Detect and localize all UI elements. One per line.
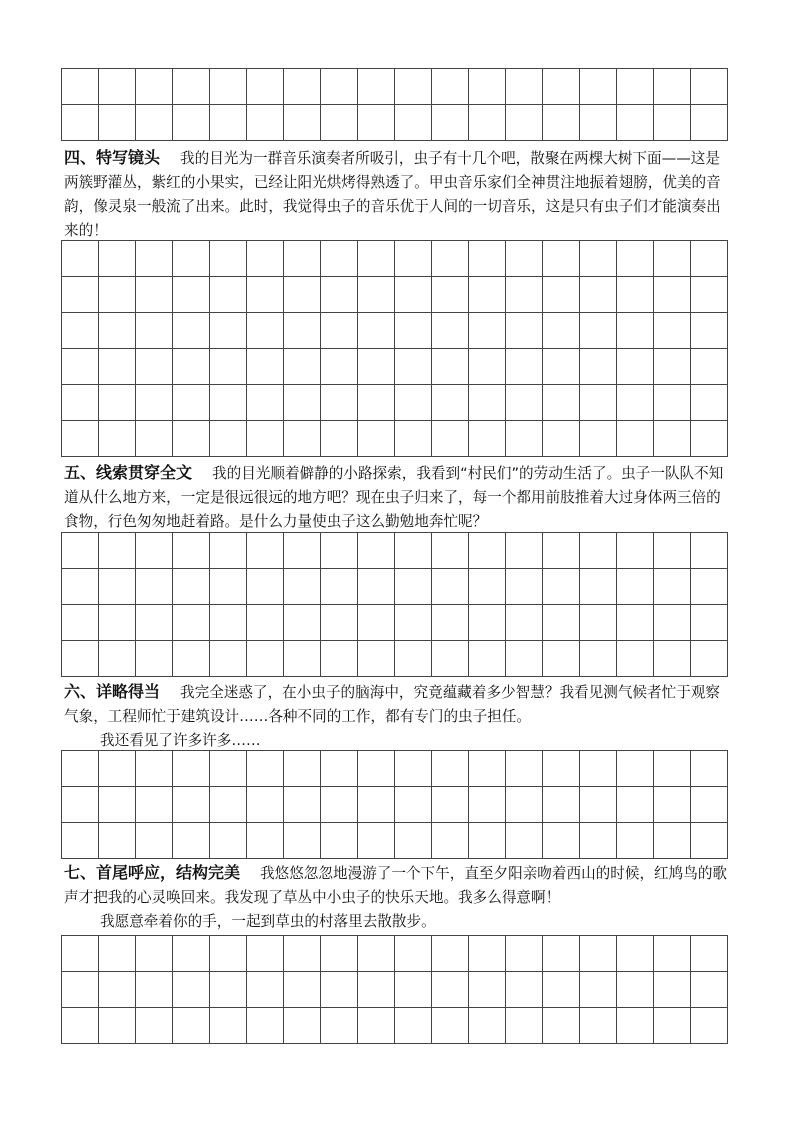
section-text: 我的目光顺着僻静的小路探索，我看到“村民们”的劳动生活了。虫子一队队不知道从什么地方来，一定是很远很远的地方吧？现在虫子归来了，每一个都用前肢推着大过身体两三倍的食物，行色匆匆地赶着路。是什么力量使虫子这么勤勉地奔忙呢？ [64, 465, 724, 530]
section-clue-thread [64, 461, 734, 534]
section-extra-line: 我愿意牵着你的手，一起到草虫的村落里去散散步。 [100, 913, 436, 930]
writing-grid-top[interactable] [61, 68, 728, 141]
writing-grid-section-5[interactable] [61, 532, 728, 677]
section-text: 我悠悠忽忽地漫游了一个下午，直至夕阳亲吻着西山的时候，红鸠鸟的歌声才把我的心灵唤回来。我发现了草丛中小虫子的快乐天地。我多么得意啊！ [64, 865, 728, 906]
section-close-up [64, 146, 734, 243]
section-heading: 五、线索贯穿全文 [64, 463, 193, 482]
section-extra-line: 我还看见了许多许多…… [100, 732, 261, 749]
section-echo-structure [64, 861, 734, 934]
writing-grid-section-4[interactable] [61, 240, 728, 457]
section-heading: 四、特写镜头 [64, 148, 161, 167]
section-detail-balance [64, 680, 734, 753]
section-text: 我完全迷惑了，在小虫子的脑海中，究竟蕴藏着多少智慧？我看见测气候者忙于观察气象，工程师忙于建筑设计……各种不同的工作，都有专门的虫子担任。 [64, 684, 720, 725]
writing-grid-section-7[interactable] [61, 935, 728, 1044]
section-heading: 七、首尾呼应，结构完美 [64, 863, 241, 882]
section-heading: 六、详略得当 [64, 682, 161, 701]
writing-grid-section-6[interactable] [61, 750, 728, 859]
section-text: 我的目光为一群音乐演奏者所吸引，虫子有十几个吧，散聚在两棵大树下面——这是两簇野灌丛，紫红的小果实，已经让阳光烘烤得熟透了。甲虫音乐家们全神贯注地振着翅膀，优美的音韵，像灵泉一般流了出来。此时，我觉得虫子的音乐优于人间的一切音乐，这是只有虫子们才能演奏出来的！ [64, 150, 721, 239]
